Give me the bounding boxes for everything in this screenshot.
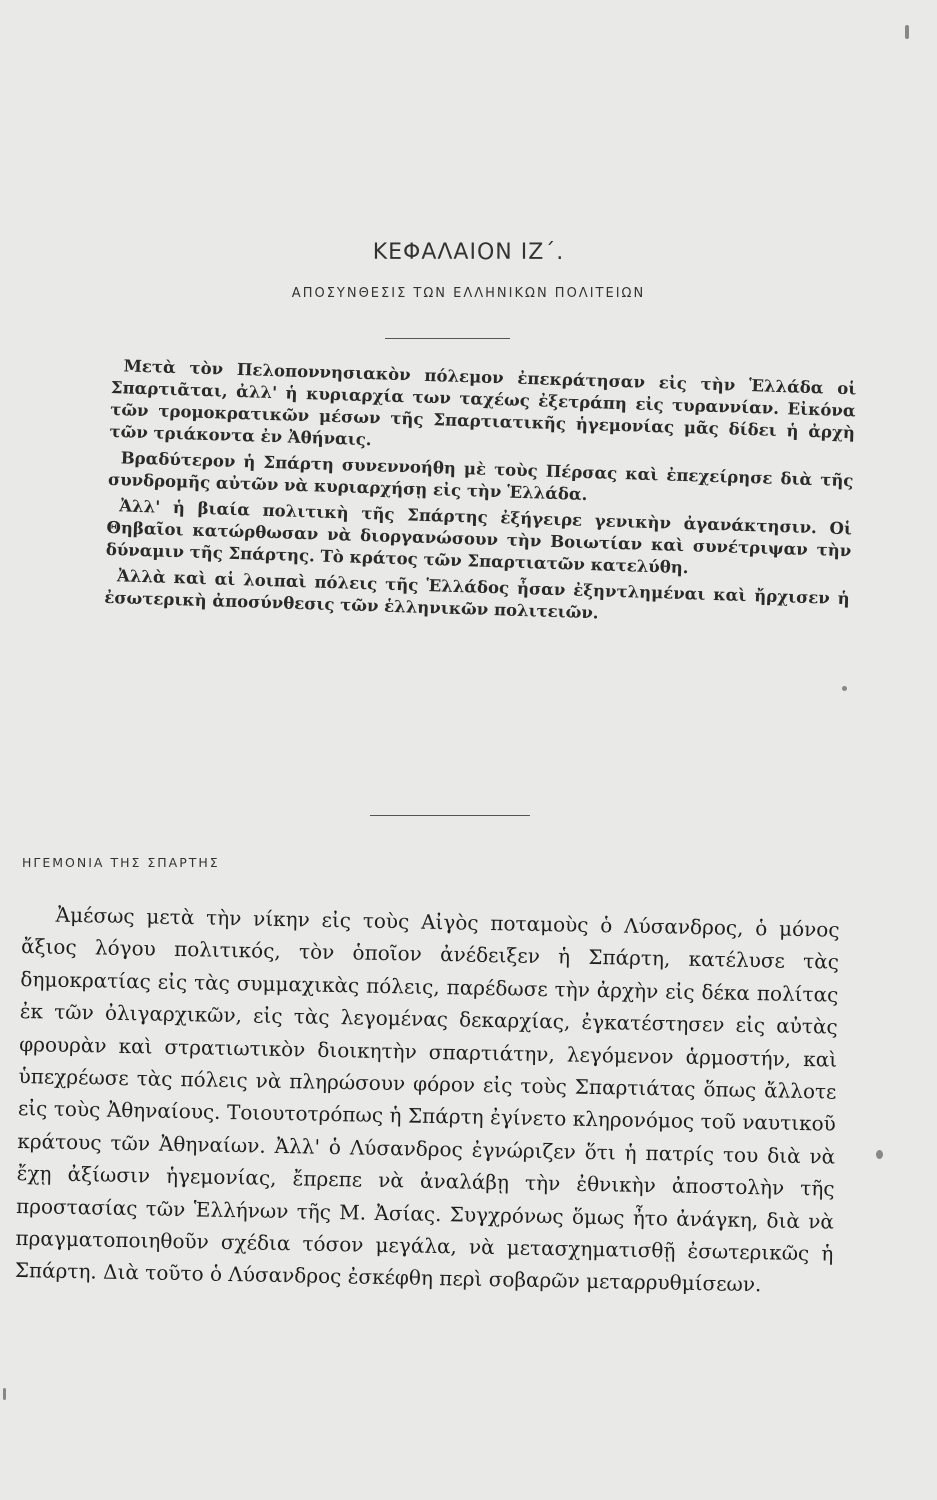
scan-speck (876, 1150, 883, 1159)
summary-paragraph: Βραδύτερον ἡ Σπάρτη συνεννοήθη μὲ τοὺς Πέρσας καὶ ἐπεχείρησε διὰ τῆς συνδρομῆς αὐτῶν νὰ κυριαρχήσῃ εἰς τὴν Ἑλλάδα. (107, 448, 854, 504)
scan-speck (3, 1388, 6, 1400)
section-body (15, 898, 840, 1303)
top-divider (385, 338, 510, 339)
section-heading: ΗΓΕΜΟΝΙΑ ΤΗΣ ΣΠΑΡΤΗΣ (22, 855, 220, 870)
summary-paragraph: Μετὰ τὸν Πελοποννησιακὸν πόλεμον ἐπεκράτησαν εἰς τὴν Ἑλλάδα οἱ Σπαρτιᾶται, ἀλλ' ἡ κυριαρχία των ταχέως ἐξετράπη εἰς τυραννίαν. Εἰκόνα τῶν τρομοκρατικῶν μέσων τῆς Σπαρτιατικῆς ἡγεμονίας μᾶς δίδει ἡ ἀρχὴ τῶν τριάκοντα ἐν Ἀθήναις. (109, 356, 857, 450)
chapter-summary (104, 355, 857, 636)
body-paragraph: Ἀμέσως μετὰ τὴν νίκην εἰς τοὺς Αἰγὸς ποταμοὺς ὁ Λύσανδρος, ὁ μόνος ἄξιος λόγου πολιτικός, τὸν ὁποῖον ἀνέδειξεν ἡ Σπάρτη, κατέλυσε τὰς δημοκρατίας εἰς τὰς συμμαχικὰς πόλεις, παρέδωσε τὴν ἀρχὴν εἰς δέκα πολίτας ἐκ τῶν ὀλιγαρχικῶν, εἰς τὰς λεγομένας δεκαρχίας, ἐγκατέστησεν εἰς αὐτὰς φρουρὰν καὶ στρατιωτικὸν διοικητὴν σπαρτιάτην, λεγόμενον ἁρμοστήν, καὶ ὑπεχρέωσε τὰς πόλεις νὰ πληρώσουν φόρον εἰς τοὺς Σπαρτιάτας ὅπως ἄλλοτε εἰς τοὺς Ἀθηναίους. Τοιουτοτρόπως ἡ Σπάρτη ἐγίνετο κληρονόμος τοῦ ναυτικοῦ κράτους τῶν Ἀθηναίων. Ἀλλ' ὁ Λύσανδρος ἐγνώριζεν ὅτι ἡ πατρίς του διὰ νὰ ἔχῃ ἀξίωσιν ἡγεμονίας, ἔπρεπε νὰ ἀναλάβῃ τὴν ἐθνικὴν ἀποστολὴν τῆς προστασίας τῶν Ἑλλήνων τῆς Μ. Ἀσίας. Συγχρόνως ὅμως ἦτο ἀνάγκη, διὰ νὰ πραγματοποιηθοῦν σχέδια τόσον μεγάλα, νὰ μετασχηματισθῇ ἐσωτερικῶς ἡ Σπάρτη. Διὰ τοῦτο ὁ Λύσανδρος ἐσκέφθη περὶ σοβαρῶν μεταρρυθμίσεων. (14, 902, 840, 1297)
summary-paragraph: Ἀλλ' ἡ βιαία πολιτικὴ τῆς Σπάρτης ἐξήγειρε γενικὴν ἀγανάκτησιν. Οἱ Θηβαῖοι κατώρθωσαν νὰ διοργανώσουν τὴν Βοιωτίαν καὶ συνέτριψαν τὴν δύναμιν τῆς Σπάρτης. Τὸ κράτος τῶν Σπαρτιατῶν κατελύθη. (105, 496, 853, 578)
summary-paragraph: Ἀλλὰ καὶ αἱ λοιπαὶ πόλεις τῆς Ἑλλάδος ἦσαν ἐξηντλημέναι καὶ ἤρχισεν ἡ ἐσωτερικὴ ἀποσύνθεσις τῶν ἑλληνικῶν πολιτειῶν. (104, 566, 851, 623)
chapter-subtitle: ΑΠΟΣΥΝΘΕΣΙΣ ΤΩΝ ΕΛΛΗΝΙΚΩΝ ΠΟΛΙΤΕΙΩΝ (291, 286, 646, 301)
chapter-title: ΚΕΦΑΛΑΙΟΝ ΙΖ΄. (372, 240, 565, 265)
scan-speck (842, 686, 847, 691)
section-divider (370, 815, 530, 816)
scan-speck (905, 25, 909, 39)
